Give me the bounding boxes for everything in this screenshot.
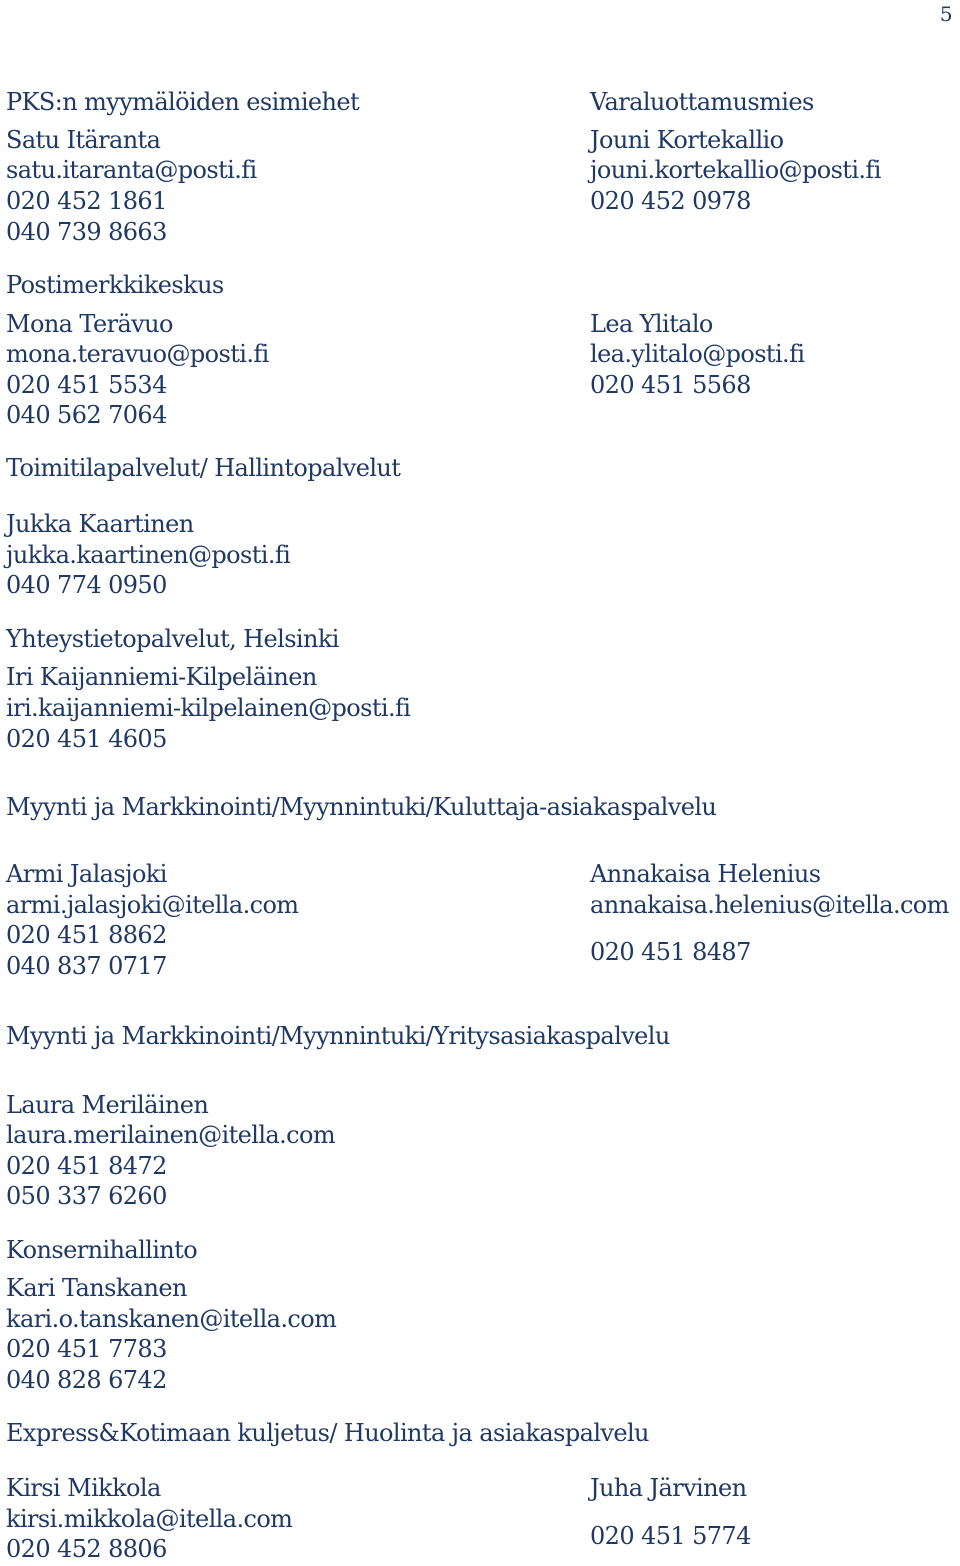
contact-phone: 040 739 8663 (6, 218, 167, 246)
section-heading: Konsernihallinto (6, 1236, 198, 1264)
contact-email: armi.jalasjoki@itella.com (6, 891, 299, 919)
contact-phone: 020 452 0978 (590, 187, 751, 215)
contact-phone: 050 337 6260 (6, 1182, 167, 1210)
contact-name: Iri Kaijanniemi-Kilpeläinen (6, 663, 317, 691)
contact-email: laura.merilainen@itella.com (6, 1121, 335, 1149)
contact-name: Lea Ylitalo (590, 310, 713, 338)
contact-email: jukka.kaartinen@posti.fi (6, 541, 291, 569)
contact-name: Annakaisa Helenius (590, 860, 821, 888)
contact-phone: 020 451 8862 (6, 921, 167, 949)
contact-phone: 040 837 0717 (6, 952, 167, 980)
section-heading: Myynti ja Markkinointi/Myynnintuki/Yritysasiakaspalvelu (6, 1022, 670, 1050)
contact-email: mona.teravuo@posti.fi (6, 340, 269, 368)
contact-name: Laura Meriläinen (6, 1091, 209, 1119)
contact-name: Mona Terävuo (6, 310, 173, 338)
contact-phone: 020 451 8487 (590, 938, 751, 966)
contact-name: Satu Itäranta (6, 126, 161, 154)
contact-name: Kirsi Mikkola (6, 1474, 161, 1502)
contact-phone: 020 451 7783 (6, 1335, 167, 1363)
contact-email: jouni.kortekallio@posti.fi (590, 156, 881, 184)
contact-phone: 020 451 5568 (590, 371, 751, 399)
contact-email: kari.o.tanskanen@itella.com (6, 1305, 337, 1333)
contact-phone: 020 451 5774 (590, 1522, 751, 1550)
section-heading: Express&Kotimaan kuljetus/ Huolinta ja asiakaspalvelu (6, 1419, 649, 1447)
section-heading: Myynti ja Markkinointi/Myynnintuki/Kuluttaja-asiakaspalvelu (6, 793, 717, 821)
section-heading: Toimitilapalvelut/ Hallintopalvelut (6, 454, 401, 482)
section-heading: Postimerkkikeskus (6, 271, 224, 299)
contact-phone: 020 451 8472 (6, 1152, 167, 1180)
section-heading: PKS:n myymälöiden esimiehet (6, 88, 360, 116)
contact-email: satu.itaranta@posti.fi (6, 156, 257, 184)
contact-email: iri.kaijanniemi-kilpelainen@posti.fi (6, 694, 411, 722)
page-number: 5 (939, 2, 952, 26)
contact-name: Armi Jalasjoki (6, 860, 167, 888)
section-heading: Varaluottamusmies (590, 88, 814, 116)
contact-name: Kari Tanskanen (6, 1274, 187, 1302)
contact-name: Jouni Kortekallio (590, 126, 784, 154)
contact-phone: 040 562 7064 (6, 401, 167, 429)
contact-phone: 020 451 5534 (6, 371, 167, 399)
contact-phone: 020 452 8806 (6, 1535, 167, 1563)
contact-name: Juha Järvinen (590, 1474, 747, 1502)
contact-phone: 040 828 6742 (6, 1366, 167, 1394)
contact-email: annakaisa.helenius@itella.com (590, 891, 949, 919)
contact-phone: 020 452 1861 (6, 187, 167, 215)
contact-phone: 040 774 0950 (6, 571, 167, 599)
contact-email: kirsi.mikkola@itella.com (6, 1505, 293, 1533)
contact-email: lea.ylitalo@posti.fi (590, 340, 805, 368)
section-heading: Yhteystietopalvelut, Helsinki (6, 625, 339, 653)
contact-name: Jukka Kaartinen (6, 510, 194, 538)
contact-phone: 020 451 4605 (6, 725, 167, 753)
